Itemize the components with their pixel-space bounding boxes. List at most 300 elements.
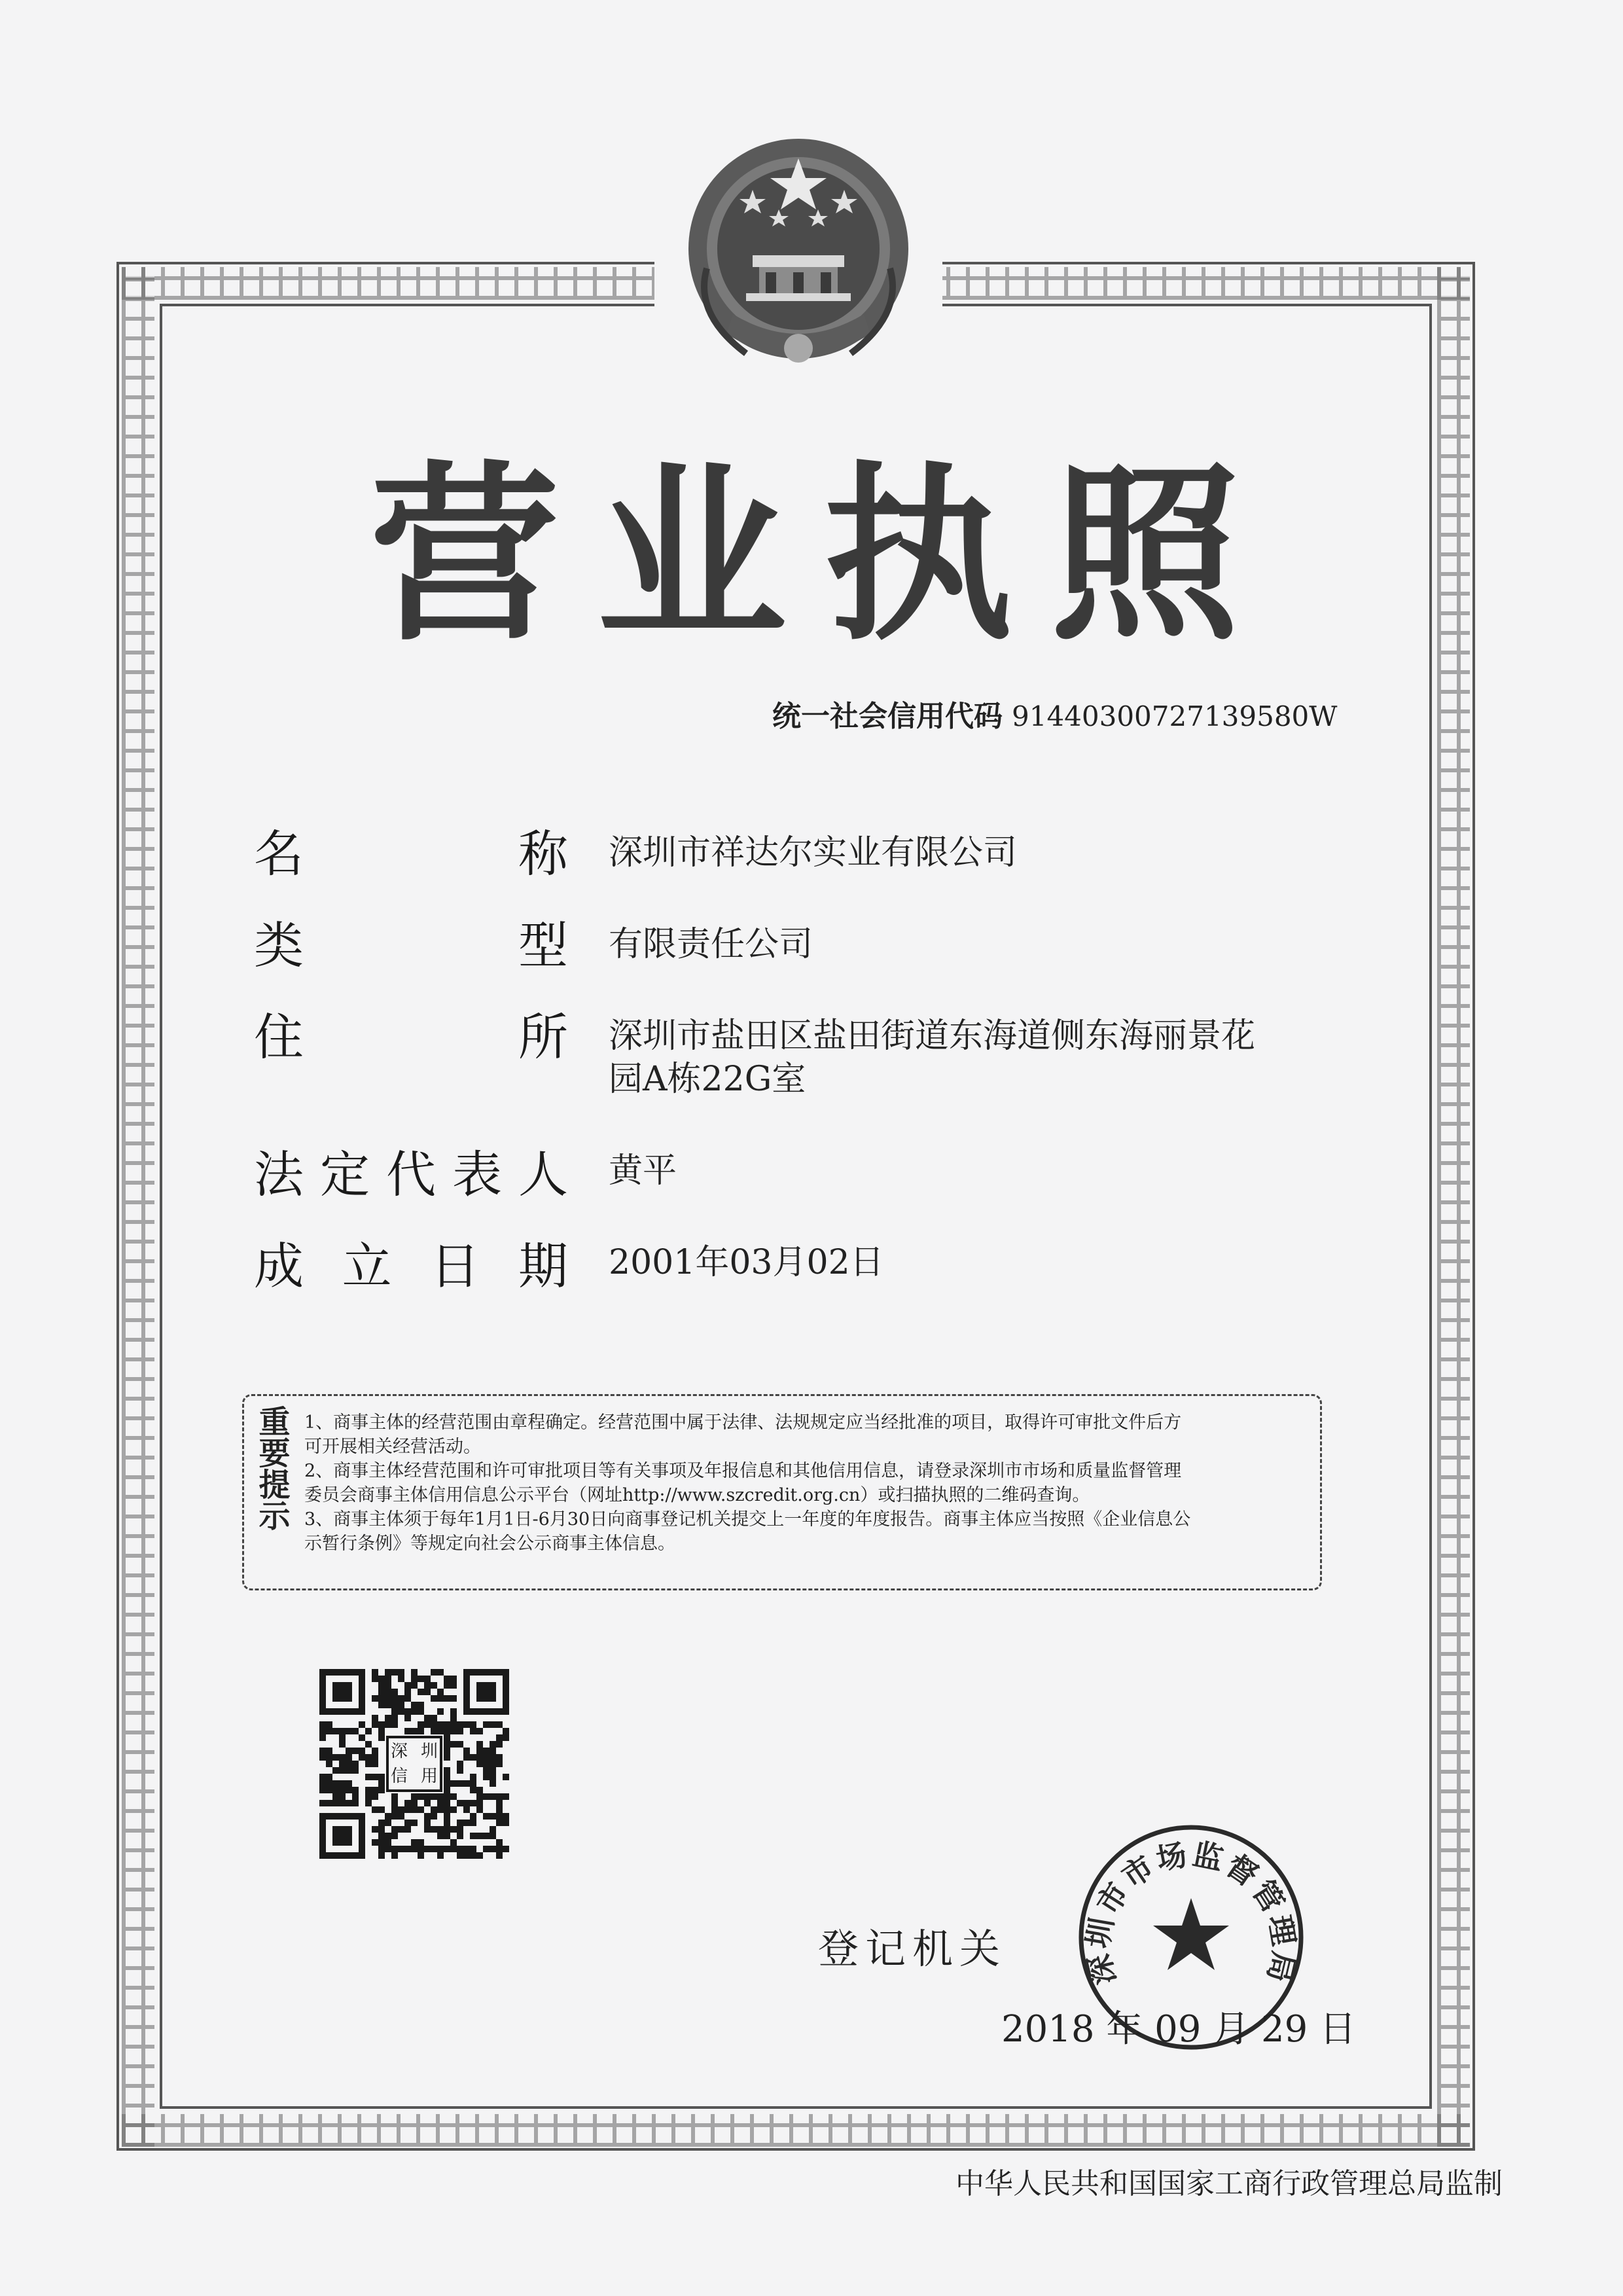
qr-module [404, 1715, 411, 1721]
qr-module [404, 1800, 411, 1806]
qr-module [431, 1806, 437, 1813]
qr-module [418, 1721, 424, 1728]
qr-module [391, 1852, 398, 1859]
qr-module [372, 1761, 378, 1767]
qr-module [372, 1748, 378, 1754]
qr-module [476, 1761, 483, 1767]
qr-module [404, 1728, 411, 1734]
qr-module [444, 1813, 450, 1820]
qr-module [431, 1682, 437, 1689]
seal-star-icon [1153, 1898, 1229, 1970]
qr-module [326, 1748, 332, 1754]
qr-module [398, 1813, 404, 1820]
qr-module [391, 1715, 398, 1721]
field-value-type: 有限责任公司 [609, 925, 813, 964]
qr-module [411, 1669, 418, 1676]
qr-module [411, 1708, 418, 1715]
qr-module [431, 1721, 437, 1728]
qr-module [391, 1813, 398, 1820]
qr-module [457, 1820, 463, 1826]
qr-module [391, 1721, 398, 1728]
qr-module [378, 1826, 385, 1833]
qr-module [346, 1728, 352, 1734]
qr-module [490, 1774, 496, 1780]
qr-module [450, 1721, 457, 1728]
qr-module [411, 1793, 418, 1800]
seal-text: 深圳市市场监督管理局 [1080, 1836, 1302, 1988]
qr-module [470, 1846, 476, 1852]
qr-module [391, 1826, 398, 1833]
qr-module [385, 1689, 391, 1695]
qr-module [457, 1728, 463, 1734]
qr-module [372, 1826, 378, 1833]
qr-module [326, 1774, 332, 1780]
qr-module [483, 1767, 490, 1774]
qr-module [339, 1728, 346, 1734]
qr-module [418, 1793, 424, 1800]
qr-module [372, 1774, 378, 1780]
notice-item-2-line-1: 2、商事主体经营范围和许可审批项目等有关事项及年报信息和其他信用信息，请登录深圳市市场和质量监督管理 [304, 1461, 1182, 1481]
national-emblem-icon [654, 118, 942, 393]
qr-module [359, 1748, 365, 1754]
qr-module [326, 1780, 332, 1787]
credit-code-label: 统一社会信用代码 [772, 700, 1003, 733]
qr-module [444, 1806, 450, 1813]
qr-module [385, 1715, 391, 1721]
qr-module [483, 1721, 490, 1728]
qr-module [404, 1695, 411, 1702]
qr-module [378, 1852, 385, 1859]
qr-module [346, 1780, 352, 1787]
qr-module [483, 1761, 490, 1767]
qr-module [385, 1682, 391, 1689]
qr-module [424, 1846, 431, 1852]
qr-module [450, 1806, 457, 1813]
qr-module [444, 1774, 450, 1780]
qr-module [444, 1846, 450, 1852]
qr-module [431, 1813, 437, 1820]
qr-module [339, 1741, 346, 1748]
qr-module [411, 1728, 418, 1734]
qr-module [391, 1846, 398, 1852]
qr-module [378, 1806, 385, 1813]
qr-module [470, 1721, 476, 1728]
qr-module [463, 1780, 470, 1787]
qr-module [444, 1767, 450, 1774]
qr-module [319, 1787, 326, 1793]
qr-module [391, 1669, 398, 1676]
qr-module [424, 1800, 431, 1806]
qr-module [365, 1793, 372, 1800]
qr-module [391, 1702, 398, 1708]
qr-module [444, 1695, 450, 1702]
qr-module [391, 1695, 398, 1702]
qr-module [418, 1852, 424, 1859]
qr-module [372, 1839, 378, 1846]
qr-module [398, 1826, 404, 1833]
qr-module [437, 1728, 444, 1734]
qr-module [457, 1800, 463, 1806]
qr-module [365, 1787, 372, 1793]
qr-module [463, 1721, 470, 1728]
qr-module [372, 1715, 378, 1721]
qr-module [359, 1721, 365, 1728]
qr-module [470, 1833, 476, 1839]
reg-day: 29 [1261, 2008, 1308, 2051]
qr-module [378, 1780, 385, 1787]
qr-module [411, 1702, 418, 1708]
qr-module [365, 1774, 372, 1780]
qr-module [463, 1852, 470, 1859]
qr-module [339, 1734, 346, 1741]
qr-module [346, 1754, 352, 1761]
qr-center-char: 圳 [420, 1742, 438, 1761]
qr-module [496, 1754, 503, 1761]
qr-module [431, 1715, 437, 1721]
qr-module [332, 1780, 339, 1787]
qr-module [444, 1748, 450, 1754]
qr-module [496, 1852, 503, 1859]
qr-module [450, 1741, 457, 1748]
qr-module [391, 1833, 398, 1839]
qr-module [503, 1820, 509, 1826]
qr-module [470, 1787, 476, 1793]
credit-code-value: 91440300727139580W [1012, 700, 1338, 732]
qr-module [418, 1728, 424, 1734]
qr-module [404, 1689, 411, 1695]
qr-module [470, 1813, 476, 1820]
reg-year-unit: 年 [1106, 2008, 1143, 2051]
qr-module [339, 1761, 346, 1767]
label-char: 成 [254, 1236, 304, 1295]
qr-module [490, 1813, 496, 1820]
qr-module [463, 1748, 470, 1754]
qr-module [359, 1734, 365, 1741]
qr-module [424, 1689, 431, 1695]
notice-title: 重要提示 [253, 1405, 290, 1531]
qr-module [444, 1826, 450, 1833]
qr-module [457, 1833, 463, 1839]
qr-module [352, 1793, 359, 1800]
qr-module [444, 1721, 450, 1728]
notice-item-3-line-1: 3、商事主体须于每年1月1日-6月30日向商事登记机关提交上一年度的年度报告。商事主体应当按照《企业信息公 [304, 1509, 1191, 1530]
qr-module [470, 1774, 476, 1780]
qr-module [326, 1761, 332, 1767]
qr-module [496, 1813, 503, 1820]
qr-module [404, 1826, 411, 1833]
qr-module [385, 1839, 391, 1846]
qr-module [437, 1846, 444, 1852]
qr-module [476, 1852, 483, 1859]
registration-date [1001, 2000, 1356, 2053]
qr-module [378, 1689, 385, 1695]
qr-module [319, 1754, 326, 1761]
qr-module [431, 1728, 437, 1734]
qr-module [346, 1767, 352, 1774]
qr-module [450, 1780, 457, 1787]
qr-module [444, 1793, 450, 1800]
qr-module [457, 1721, 463, 1728]
qr-module [463, 1806, 470, 1813]
qr-module [450, 1708, 457, 1715]
qr-module [483, 1793, 490, 1800]
qr-module [352, 1748, 359, 1754]
qr-module [483, 1813, 490, 1820]
qr-module [378, 1695, 385, 1702]
qr-module [444, 1800, 450, 1806]
qr-center-char: 用 [420, 1767, 438, 1786]
qr-module [326, 1728, 332, 1734]
qr-module [470, 1820, 476, 1826]
label-char: 人 [518, 1145, 568, 1204]
qr-module [437, 1826, 444, 1833]
qr-module [457, 1767, 463, 1774]
supervision-footer: 中华人民共和国国家工商行政管理总局监制 [955, 2167, 1503, 2200]
qr-module [332, 1787, 339, 1793]
qr-module [490, 1767, 496, 1774]
qr-module [352, 1728, 359, 1734]
qr-module [332, 1767, 339, 1774]
qr-module [378, 1833, 385, 1839]
qr-module [437, 1708, 444, 1715]
qr-module [437, 1669, 444, 1676]
qr-module [385, 1833, 391, 1839]
qr-module [391, 1793, 398, 1800]
qr-module [496, 1721, 503, 1728]
qr-module [372, 1787, 378, 1793]
qr-module [411, 1839, 418, 1846]
qr-module [503, 1774, 509, 1780]
qr-module [457, 1761, 463, 1767]
qr-module [418, 1806, 424, 1813]
title-char-3: 执 [823, 446, 1014, 666]
qr-module [503, 1734, 509, 1741]
qr-module [476, 1793, 483, 1800]
qr-module [385, 1676, 391, 1682]
qr-module [476, 1748, 483, 1754]
qr-module [372, 1793, 378, 1800]
qr-module [346, 1787, 352, 1793]
qr-module [476, 1833, 483, 1839]
label-char: 类 [254, 916, 304, 975]
qr-module [483, 1833, 490, 1839]
qr-module [444, 1754, 450, 1761]
qr-module [437, 1689, 444, 1695]
qr-module [490, 1846, 496, 1852]
qr-module [326, 1787, 332, 1793]
qr-module [483, 1846, 490, 1852]
qr-module [457, 1780, 463, 1787]
qr-code[interactable] [319, 1669, 509, 1859]
qr-module [496, 1793, 503, 1800]
qr-module [378, 1728, 385, 1734]
qr-module [457, 1826, 463, 1833]
qr-module [365, 1728, 372, 1734]
qr-module [463, 1754, 470, 1761]
label-char: 名 [254, 824, 304, 883]
qr-module [385, 1721, 391, 1728]
qr-module [431, 1793, 437, 1800]
qr-module [470, 1852, 476, 1859]
qr-module [450, 1728, 457, 1734]
label-char: 代 [386, 1145, 436, 1204]
qr-module [437, 1852, 444, 1859]
label-char: 法 [254, 1145, 304, 1204]
qr-module [346, 1800, 352, 1806]
field-label-established [254, 1229, 568, 1295]
qr-module [444, 1734, 450, 1741]
field-value-address [609, 1014, 1335, 1101]
qr-module [352, 1800, 359, 1806]
title-char-1: 营 [370, 446, 560, 666]
qr-module [463, 1800, 470, 1806]
qr-module [450, 1695, 457, 1702]
qr-module [470, 1754, 476, 1761]
qr-module [437, 1721, 444, 1728]
qr-module [444, 1833, 450, 1839]
qr-module [372, 1806, 378, 1813]
qr-module [463, 1820, 470, 1826]
qr-module [418, 1839, 424, 1846]
qr-module [365, 1800, 372, 1806]
qr-module [411, 1806, 418, 1813]
qr-module [476, 1800, 483, 1806]
field-value-legal-rep: 黄平 [609, 1151, 677, 1191]
qr-module [319, 1800, 326, 1806]
qr-module [490, 1721, 496, 1728]
qr-module [352, 1761, 359, 1767]
qr-module [418, 1702, 424, 1708]
qr-module [332, 1754, 339, 1761]
qr-module [483, 1774, 490, 1780]
qr-module [457, 1846, 463, 1852]
qr-module [339, 1780, 346, 1787]
notice-text [304, 1410, 1299, 1556]
notice-item-3-line-2: 示暂行条例》等规定向社会公示商事主体信息。 [304, 1534, 675, 1554]
qr-module [437, 1833, 444, 1839]
qr-module [496, 1806, 503, 1813]
qr-module [424, 1813, 431, 1820]
qr-module [332, 1800, 339, 1806]
qr-module [437, 1695, 444, 1702]
qr-module [437, 1806, 444, 1813]
qr-module [496, 1839, 503, 1846]
qr-module [496, 1761, 503, 1767]
qr-module [332, 1728, 339, 1734]
qr-module [490, 1780, 496, 1787]
qr-module [385, 1813, 391, 1820]
qr-module [470, 1780, 476, 1787]
qr-module [391, 1806, 398, 1813]
qr-module [450, 1839, 457, 1846]
qr-module [490, 1761, 496, 1767]
field-label-legal-rep [254, 1138, 568, 1203]
qr-module [476, 1787, 483, 1793]
qr-module [490, 1741, 496, 1748]
qr-module [378, 1682, 385, 1689]
qr-module [444, 1787, 450, 1793]
qr-module [490, 1833, 496, 1839]
qr-module [418, 1676, 424, 1682]
qr-module [378, 1721, 385, 1728]
qr-module [404, 1806, 411, 1813]
qr-module [319, 1774, 326, 1780]
qr-module [326, 1721, 332, 1728]
qr-module [398, 1708, 404, 1715]
qr-module [496, 1741, 503, 1748]
qr-module [346, 1748, 352, 1754]
qr-module [404, 1820, 411, 1826]
qr-module [398, 1669, 404, 1676]
field-value-name: 深圳市祥达尔实业有限公司 [609, 833, 1018, 872]
qr-module [476, 1754, 483, 1761]
qr-module [404, 1682, 411, 1689]
qr-module [398, 1806, 404, 1813]
qr-module [496, 1734, 503, 1741]
qr-module [359, 1754, 365, 1761]
qr-module [470, 1728, 476, 1734]
qr-module [365, 1754, 372, 1761]
qr-module [424, 1721, 431, 1728]
page-title [366, 445, 1243, 668]
qr-module [444, 1741, 450, 1748]
qr-module [365, 1761, 372, 1767]
qr-module [431, 1695, 437, 1702]
qr-module [503, 1846, 509, 1852]
qr-module [352, 1767, 359, 1774]
qr-module [378, 1774, 385, 1780]
qr-module [398, 1695, 404, 1702]
qr-module [385, 1846, 391, 1852]
address-line-2: 园A栋22G室 [609, 1060, 806, 1099]
qr-module [431, 1826, 437, 1833]
qr-module [385, 1820, 391, 1826]
qr-module [450, 1846, 457, 1852]
qr-module [457, 1852, 463, 1859]
qr-module [431, 1846, 437, 1852]
qr-module [385, 1695, 391, 1702]
qr-module [490, 1754, 496, 1761]
qr-module [424, 1676, 431, 1682]
qr-module [463, 1846, 470, 1852]
credit-code-line [772, 692, 1337, 732]
notice-item-1-line-2: 可开展相关经营活动。 [304, 1437, 481, 1457]
qr-module [372, 1754, 378, 1761]
qr-module [365, 1741, 372, 1748]
qr-module [411, 1800, 418, 1806]
important-notice-box [242, 1394, 1322, 1590]
qr-module [411, 1820, 418, 1826]
qr-module [503, 1728, 509, 1734]
reg-day-unit: 日 [1319, 2008, 1357, 2051]
title-char-2: 业 [596, 446, 787, 666]
qr-module [339, 1787, 346, 1793]
qr-module [444, 1682, 450, 1689]
qr-module [418, 1689, 424, 1695]
qr-module [503, 1793, 509, 1800]
qr-module [339, 1754, 346, 1761]
qr-module [444, 1780, 450, 1787]
qr-module [378, 1734, 385, 1741]
qr-module [372, 1721, 378, 1728]
qr-module [319, 1748, 326, 1754]
qr-module [404, 1846, 411, 1852]
qr-module [444, 1728, 450, 1734]
qr-module [503, 1813, 509, 1820]
qr-module [378, 1676, 385, 1682]
qr-module [319, 1721, 326, 1728]
qr-module [444, 1820, 450, 1826]
